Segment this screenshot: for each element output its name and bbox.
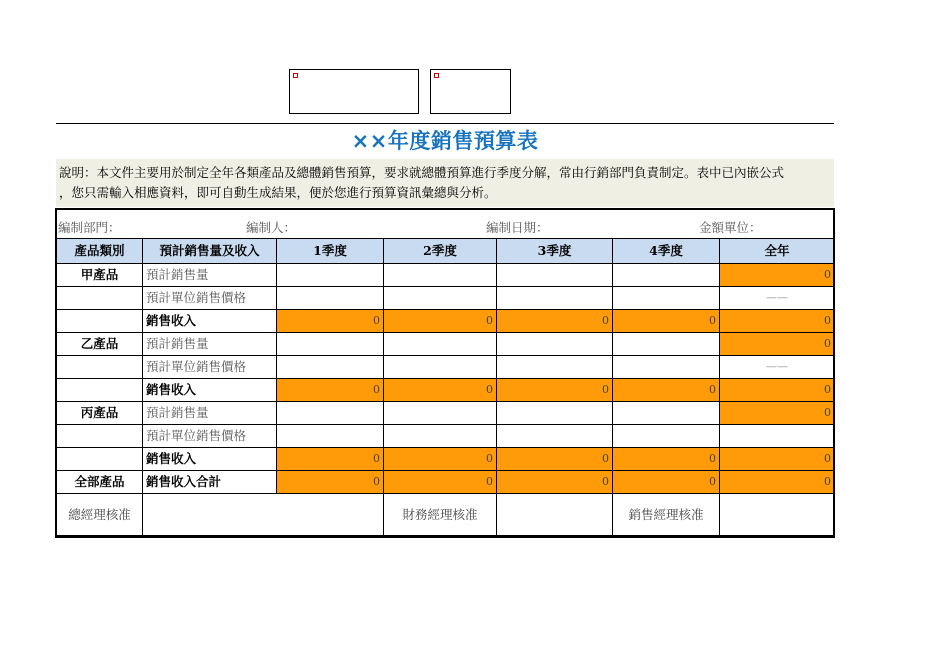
gm-approval-cell[interactable] xyxy=(143,494,384,536)
item-label-cell: 預計銷售量 xyxy=(143,333,277,356)
q2-cell: 0 xyxy=(384,310,497,333)
q1-cell[interactable] xyxy=(277,287,384,310)
category-cell xyxy=(57,379,143,402)
table-row xyxy=(57,471,835,494)
q1-cell: 0 xyxy=(277,379,384,402)
year-cell: 0 xyxy=(720,379,835,402)
header-q1: 1季度 xyxy=(277,239,384,264)
q2-cell: 0 xyxy=(384,471,497,494)
broken-image-icon xyxy=(293,73,298,78)
description-line-1: 說明：本文件主要用於制定全年各類產品及總體銷售預算，要求就總體預算進行季度分解，常由行銷部門負責制定。表中已內嵌公式 xyxy=(59,165,785,180)
item-label-cell: 銷售收入 xyxy=(143,310,277,333)
item-label-cell: 預計單位銷售價格 xyxy=(143,356,277,379)
q3-cell: 0 xyxy=(497,379,613,402)
q4-cell[interactable] xyxy=(613,356,720,379)
table-row xyxy=(57,402,835,425)
year-cell: —— xyxy=(720,287,835,310)
q1-cell[interactable] xyxy=(277,333,384,356)
table-row xyxy=(57,287,835,310)
year-cell: 0 xyxy=(720,448,835,471)
embedded-object-left[interactable] xyxy=(289,69,419,114)
q3-cell[interactable] xyxy=(497,287,613,310)
q4-cell: 0 xyxy=(613,471,720,494)
table-row xyxy=(57,264,835,287)
header-q4: 4季度 xyxy=(613,239,720,264)
q4-cell: 0 xyxy=(613,448,720,471)
q3-cell[interactable] xyxy=(497,356,613,379)
header-year: 全年 xyxy=(720,239,835,264)
q1-cell[interactable] xyxy=(277,356,384,379)
sales-approval-label: 銷售經理核准 xyxy=(613,494,720,536)
header-q3: 3季度 xyxy=(497,239,613,264)
finance-approval-label: 財務經理核准 xyxy=(384,494,497,536)
q4-cell[interactable] xyxy=(613,287,720,310)
q3-cell[interactable] xyxy=(497,402,613,425)
year-cell: 0 xyxy=(720,402,835,425)
q1-cell[interactable] xyxy=(277,264,384,287)
q2-cell[interactable] xyxy=(384,425,497,448)
table-row xyxy=(57,356,835,379)
q3-cell[interactable] xyxy=(497,333,613,356)
header-item: 預計銷售量及收入 xyxy=(143,239,277,264)
signoff-row xyxy=(57,494,835,536)
q3-cell[interactable] xyxy=(497,264,613,287)
q2-cell[interactable] xyxy=(384,287,497,310)
q2-cell[interactable] xyxy=(384,356,497,379)
q1-cell[interactable] xyxy=(277,402,384,425)
item-label-cell: 預計單位銷售價格 xyxy=(143,425,277,448)
finance-approval-cell[interactable] xyxy=(497,494,613,536)
sheet-title: ××年度銷售預算表 xyxy=(351,129,539,153)
embedded-object-right[interactable] xyxy=(430,69,511,114)
q4-cell[interactable] xyxy=(613,425,720,448)
q1-cell[interactable] xyxy=(277,425,384,448)
q2-cell[interactable] xyxy=(384,402,497,425)
q3-cell[interactable] xyxy=(497,425,613,448)
category-cell xyxy=(57,425,143,448)
item-label-cell: 銷售收入 xyxy=(143,379,277,402)
unit-label: 金額單位： xyxy=(699,220,762,235)
description-line-2: ，您只需輸入相應資料，即可自動生成結果，便於您進行預算資訊彙總與分析。 xyxy=(59,185,497,200)
budget-table xyxy=(56,238,835,536)
category-cell: 丙產品 xyxy=(57,402,143,425)
header-q2: 2季度 xyxy=(384,239,497,264)
description-box xyxy=(56,159,834,207)
q4-cell[interactable] xyxy=(613,333,720,356)
category-cell xyxy=(57,310,143,333)
table-row xyxy=(57,310,835,333)
year-cell xyxy=(720,425,835,448)
preparer-label: 編制人： xyxy=(246,220,297,235)
table-row xyxy=(57,379,835,402)
sales-approval-cell[interactable] xyxy=(720,494,835,536)
table-row xyxy=(57,425,835,448)
item-label-cell: 預計銷售量 xyxy=(143,402,277,425)
year-cell: 0 xyxy=(720,333,835,356)
item-label-cell: 銷售收入合計 xyxy=(143,471,277,494)
year-cell: 0 xyxy=(720,471,835,494)
header-row xyxy=(57,239,835,264)
q4-cell: 0 xyxy=(613,379,720,402)
header-divider xyxy=(56,123,834,124)
category-cell: 全部產品 xyxy=(57,471,143,494)
category-cell: 乙產品 xyxy=(57,333,143,356)
table-row xyxy=(57,333,835,356)
item-label-cell: 預計銷售量 xyxy=(143,264,277,287)
q2-cell: 0 xyxy=(384,379,497,402)
item-label-cell: 銷售收入 xyxy=(143,448,277,471)
department-label: 編制部門： xyxy=(58,220,121,235)
category-cell: 甲產品 xyxy=(57,264,143,287)
q2-cell[interactable] xyxy=(384,264,497,287)
q2-cell: 0 xyxy=(384,448,497,471)
category-cell xyxy=(57,356,143,379)
year-cell: 0 xyxy=(720,310,835,333)
q1-cell: 0 xyxy=(277,310,384,333)
q1-cell: 0 xyxy=(277,471,384,494)
q4-cell[interactable] xyxy=(613,264,720,287)
header-category: 產品類別 xyxy=(57,239,143,264)
q3-cell: 0 xyxy=(497,448,613,471)
year-cell: —— xyxy=(720,356,835,379)
q2-cell[interactable] xyxy=(384,333,497,356)
item-label-cell: 預計單位銷售價格 xyxy=(143,287,277,310)
gm-approval-label: 總經理核准 xyxy=(57,494,143,536)
broken-image-icon xyxy=(434,73,439,78)
q4-cell: 0 xyxy=(613,310,720,333)
category-cell xyxy=(57,287,143,310)
q3-cell: 0 xyxy=(497,310,613,333)
meta-row xyxy=(56,219,834,237)
q4-cell[interactable] xyxy=(613,402,720,425)
date-label: 編制日期： xyxy=(486,220,549,235)
table-row xyxy=(57,448,835,471)
q3-cell: 0 xyxy=(497,471,613,494)
q1-cell: 0 xyxy=(277,448,384,471)
category-cell xyxy=(57,448,143,471)
year-cell: 0 xyxy=(720,264,835,287)
